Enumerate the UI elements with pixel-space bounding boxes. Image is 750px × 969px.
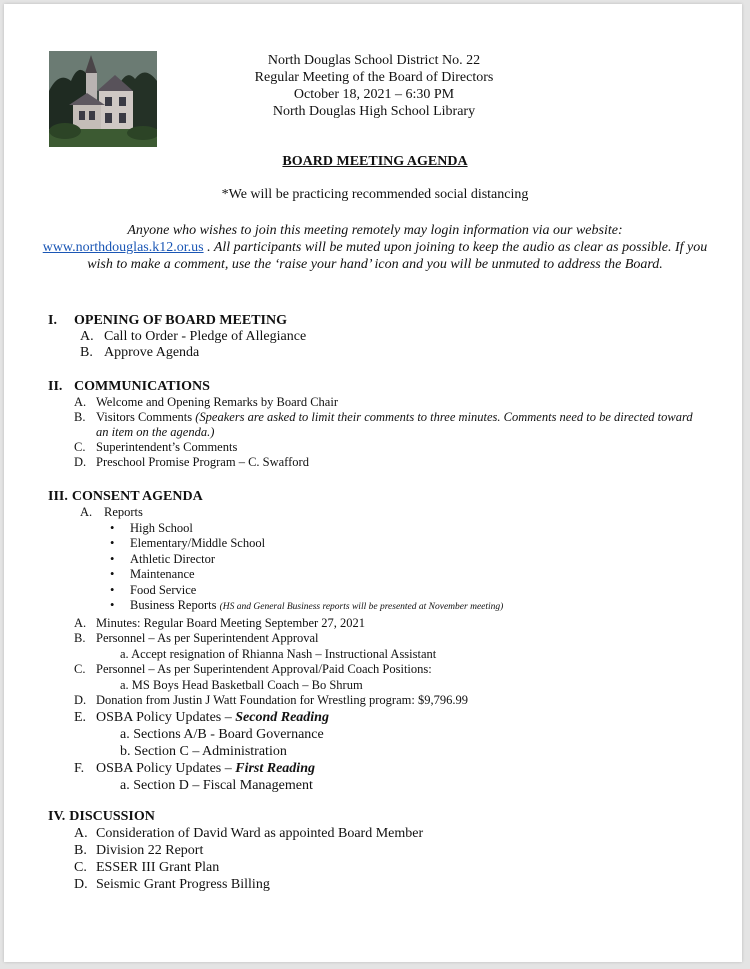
- section-opening: [48, 312, 306, 361]
- list-item: [48, 693, 503, 709]
- list-item: [48, 345, 306, 361]
- item-text: ESSER III Grant Plan: [96, 860, 220, 875]
- section-title: DISCUSSION: [69, 809, 155, 824]
- agenda-title: BOARD MEETING AGENDA: [282, 154, 468, 169]
- report-item: [48, 536, 503, 552]
- bullet: •: [110, 551, 115, 566]
- sub-item: [48, 777, 503, 794]
- sub-item-text: a. Section D – Fiscal Management: [120, 777, 313, 793]
- list-item: [48, 662, 503, 678]
- item-text: Visitors Comments: [96, 410, 196, 424]
- section-heading: [48, 488, 503, 505]
- sub-item: [48, 726, 503, 743]
- list-item: [48, 455, 696, 470]
- list-item: [48, 876, 423, 893]
- item-letter: C.: [74, 860, 87, 875]
- reading-label: Second Reading: [235, 709, 329, 725]
- section-title: OPENING OF BOARD MEETING: [74, 313, 287, 328]
- report-item: [48, 567, 503, 583]
- bullet: •: [110, 567, 115, 581]
- sub-item: [48, 678, 503, 694]
- item-letter: F.: [74, 760, 85, 776]
- list-item: [48, 760, 503, 777]
- section-number: I.: [48, 313, 57, 328]
- item-text: Superintendent’s Comments: [96, 440, 238, 454]
- item-text: Minutes: Regular Board Meeting September 27, 2021: [96, 615, 366, 630]
- item-letter: A.: [74, 826, 88, 841]
- item-letter: B.: [80, 345, 93, 360]
- website-link[interactable]: www.northdouglas.k12.or.us: [42, 240, 204, 255]
- section-discussion: [48, 808, 423, 893]
- item-text: Call to Order - Pledge of Allegiance: [104, 329, 307, 344]
- list-item: [48, 505, 503, 521]
- report-name: Maintenance: [130, 567, 195, 581]
- item-letter: A.: [80, 505, 93, 519]
- section-communications: [48, 378, 696, 470]
- bullet: •: [110, 598, 115, 612]
- report-name: Food Service: [130, 582, 197, 597]
- list-item: [48, 410, 696, 440]
- section-number: IV.: [48, 809, 66, 824]
- report-item: [48, 598, 503, 616]
- report-name: Athletic Director: [130, 551, 216, 566]
- item-letter: C.: [74, 440, 86, 454]
- item-letter: D.: [74, 455, 87, 469]
- item-text: Personnel – As per Superintendent Approval/Paid Coach Positions:: [96, 662, 432, 676]
- item-text: Approve Agenda: [104, 345, 200, 360]
- section-number: III.: [48, 489, 68, 504]
- section-heading: [48, 808, 423, 825]
- meeting-header: [154, 52, 594, 120]
- section-consent-agenda: [48, 488, 503, 794]
- agenda-page: [4, 4, 742, 962]
- list-item: [48, 825, 423, 842]
- item-letter: B.: [74, 410, 86, 424]
- bullet: •: [110, 582, 115, 597]
- report-item: [48, 583, 503, 599]
- meeting-date-time: October 18, 2021 – 6:30 PM: [293, 87, 455, 102]
- item-text: Division 22 Report: [96, 843, 204, 858]
- item-text: Reports: [104, 505, 143, 519]
- list-item: [48, 440, 696, 455]
- reading-label: First Reading: [235, 760, 315, 776]
- item-text: Personnel – As per Superintendent Approval: [96, 631, 319, 645]
- item-text: Welcome and Opening Remarks by Board Chair: [96, 395, 338, 409]
- item-letter: B.: [74, 631, 86, 645]
- bullet: •: [110, 520, 115, 535]
- list-item: [48, 616, 503, 632]
- item-letter: A.: [74, 615, 87, 630]
- report-name: Business Reports: [130, 598, 220, 612]
- section-title: CONSENT AGENDA: [71, 489, 203, 504]
- item-letter: E.: [74, 709, 87, 725]
- item-letter: D.: [74, 693, 87, 707]
- remote-note-details: . All participants will be muted upon joining to keep the audio as clear as possible. If you wish to make a comment, use the ‘raise your hand’ icon and you will be unmuted to address the Board.: [87, 240, 708, 272]
- section-number: II.: [48, 379, 63, 394]
- item-text: Preschool Promise Program – C. Swafford: [96, 455, 309, 469]
- sub-item-text: a. Accept resignation of Rhianna Nash – Instructional Assistant: [120, 646, 437, 661]
- sub-item-text: a. Sections A/B - Board Governance: [120, 726, 324, 742]
- section-heading: [48, 312, 306, 329]
- report-name: High School: [130, 520, 193, 535]
- distancing-note: *We will be practicing recommended social distancing: [221, 187, 529, 202]
- item-letter: A.: [80, 329, 94, 344]
- remote-note-intro: Anyone who wishes to join this meeting remotely may login information via our website:: [127, 223, 623, 238]
- item-letter: B.: [74, 843, 87, 858]
- remote-attendance-note: [42, 222, 708, 273]
- list-item: [48, 631, 503, 647]
- list-item: [48, 709, 503, 726]
- sub-item: [48, 647, 503, 663]
- item-note: (Speakers are asked to limit their comments to three minutes. Comments need to be directed toward an item on the agenda.): [96, 410, 693, 439]
- item-letter: D.: [74, 877, 88, 892]
- meeting-type: Regular Meeting of the Board of Directors: [254, 70, 494, 85]
- list-item: [48, 329, 306, 345]
- item-text: OSBA Policy Updates –: [96, 709, 236, 725]
- report-item: [48, 521, 503, 537]
- report-name: Elementary/Middle School: [130, 536, 266, 550]
- item-text: Donation from Justin J Watt Foundation for Wrestling program: $9,796.99: [96, 693, 468, 707]
- bullet: •: [110, 536, 115, 550]
- sub-item-text: a. MS Boys Head Basketball Coach – Bo Shrum: [120, 677, 363, 692]
- sub-item-text: b. Section C – Administration: [120, 743, 287, 759]
- report-note: (HS and General Business reports will be presented at November meeting): [219, 602, 504, 612]
- meeting-location: North Douglas High School Library: [272, 104, 476, 119]
- school-house-logo: [49, 51, 157, 147]
- item-text: OSBA Policy Updates –: [96, 760, 236, 776]
- item-text: Consideration of David Ward as appointed Board Member: [96, 826, 424, 841]
- list-item: [48, 395, 696, 410]
- item-text: Seismic Grant Progress Billing: [96, 877, 270, 892]
- list-item: [48, 842, 423, 859]
- item-letter: A.: [74, 395, 87, 409]
- report-item: [48, 552, 503, 568]
- district-name: North Douglas School District No. 22: [267, 53, 481, 68]
- section-heading: [48, 378, 696, 395]
- sub-item: [48, 743, 503, 760]
- list-item: [48, 859, 423, 876]
- section-title: COMMUNICATIONS: [74, 379, 210, 394]
- item-letter: C.: [74, 662, 86, 676]
